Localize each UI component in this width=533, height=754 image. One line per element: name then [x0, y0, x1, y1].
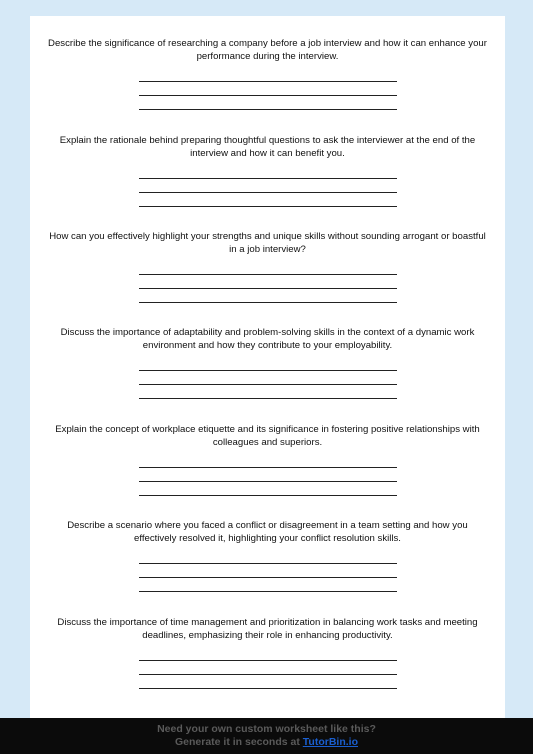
answer-line[interactable] — [139, 371, 397, 385]
answer-line[interactable] — [139, 261, 397, 275]
answer-line[interactable] — [139, 661, 397, 675]
answer-line[interactable] — [139, 193, 397, 207]
answer-line[interactable] — [139, 357, 397, 371]
footer-cta — [0, 736, 533, 749]
answer-line[interactable] — [139, 578, 397, 592]
answer-line[interactable] — [139, 647, 397, 661]
question-5-text: Explain the concept of workplace etiquette and its significance in fostering positive relationships with colleagues and superiors. — [55, 424, 480, 448]
answer-line[interactable] — [139, 675, 397, 689]
answer-line[interactable] — [139, 468, 397, 482]
answer-line[interactable] — [139, 482, 397, 496]
answer-lines-7[interactable] — [30, 647, 505, 689]
question-3-text: How can you effectively highlight your strengths and unique skills without sounding arrogant or boastful in a job interview? — [49, 231, 486, 255]
question-6 — [30, 519, 505, 592]
answer-line[interactable] — [139, 275, 397, 289]
answer-line[interactable] — [139, 82, 397, 96]
answer-line[interactable] — [139, 289, 397, 303]
answer-lines-5[interactable] — [30, 454, 505, 496]
answer-line[interactable] — [139, 385, 397, 399]
answer-line[interactable] — [139, 165, 397, 179]
question-3 — [30, 230, 505, 303]
question-1 — [30, 37, 505, 110]
answer-line[interactable] — [139, 564, 397, 578]
answer-line[interactable] — [139, 96, 397, 110]
footer-cta-prefix: Generate it in seconds at — [174, 736, 303, 748]
question-7 — [30, 616, 505, 689]
answer-lines-1[interactable] — [30, 68, 505, 110]
tutorbin-link[interactable]: TutorBin.io — [302, 736, 358, 748]
answer-line[interactable] — [139, 68, 397, 82]
question-4-text: Discuss the importance of adaptability and problem-solving skills in the context of a dynamic work environment and how they contribute to your employability. — [60, 327, 475, 351]
question-7-text: Discuss the importance of time management and prioritization in balancing work tasks and meeting deadlines, emphasizing their role in enhancing productivity. — [57, 617, 478, 641]
worksheet-page — [30, 16, 505, 754]
question-1-text: Describe the significance of researching a company before a job interview and how it can enhance your performance during the interview. — [48, 38, 487, 62]
answer-lines-4[interactable] — [30, 357, 505, 399]
question-4 — [30, 326, 505, 399]
answer-lines-6[interactable] — [30, 550, 505, 592]
answer-line[interactable] — [139, 550, 397, 564]
answer-line[interactable] — [139, 454, 397, 468]
promo-footer — [0, 718, 533, 754]
question-2 — [30, 134, 505, 207]
question-5 — [30, 423, 505, 496]
footer-promo-text: Need your own custom worksheet like this? — [157, 723, 376, 735]
question-2-text: Explain the rationale behind preparing thoughtful questions to ask the interviewer at the end of the interview and how it can benefit you. — [59, 135, 476, 159]
answer-line[interactable] — [139, 179, 397, 193]
answer-lines-3[interactable] — [30, 261, 505, 303]
question-6-text: Describe a scenario where you faced a conflict or disagreement in a team setting and how you effectively resolved it, highlighting your conflict resolution skills. — [67, 520, 468, 544]
answer-lines-2[interactable] — [30, 165, 505, 207]
